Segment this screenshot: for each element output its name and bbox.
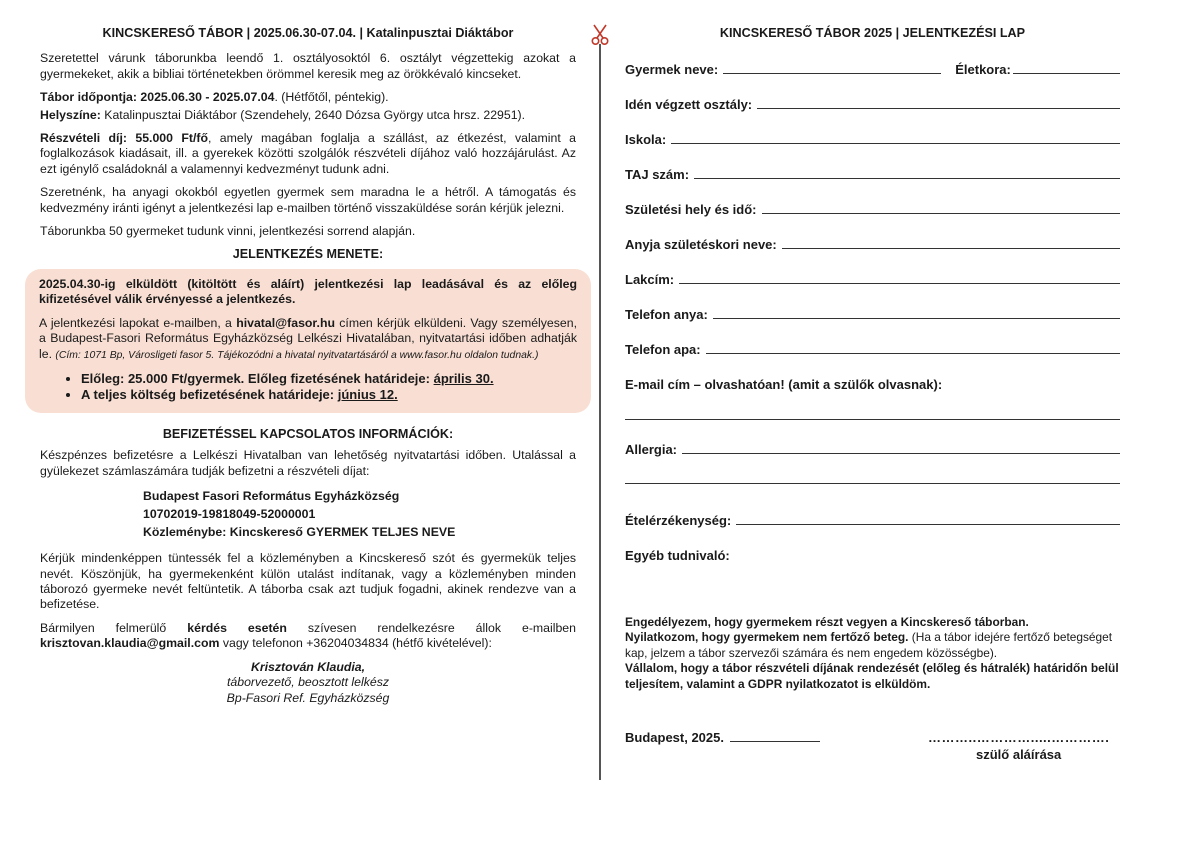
age-field[interactable] <box>1013 72 1120 74</box>
place-date: Budapest, 2025. <box>625 730 820 745</box>
form-title: KINCSKERESŐ TÁBOR 2025 | JELENTKEZÉSI LAP <box>719 26 1026 40</box>
signer-org: Bp-Fasori Ref. Egyházközség <box>226 690 390 705</box>
bank-details <box>40 487 576 541</box>
camp-date: Tábor időpontja: 2025.06.30 - 2025.07.04. (Hétfőtől, péntekig). <box>40 90 389 105</box>
bank-note: Közleménybe: Kincskereső GYERMEK TELJES NEVE <box>143 525 456 540</box>
phone-mother-field[interactable]: Telefon anya: <box>625 304 1120 322</box>
process-title: JELENTKEZÉS MENETE: <box>232 247 384 262</box>
birth-field[interactable]: Születési hely és idő: <box>625 199 1120 217</box>
age-label: Életkora: <box>955 62 1011 77</box>
food-sensitivity-field[interactable]: Ételérzékenység: <box>625 510 1120 528</box>
signer-name: Krisztován Klaudia, <box>250 659 366 674</box>
application-process-box <box>25 269 591 413</box>
signature-block <box>40 660 576 707</box>
child-name-field[interactable]: Gyermek neve: Életkora: <box>625 59 1120 77</box>
transfer-note: Kérjük mindenképpen tüntessék fel a közleményben a Kincskereső szót és gyermekük teljes nevét. Köszönjük, ha gyermekenként külön utalást indítanak, vagy a közleményben minden táborozó gyermeke nevét feltüntetik. A táborba csak azt tudjuk fogadni, akinek rendezve van a befizetése. <box>40 551 576 612</box>
list-item: • Előleg: 25.000 Ft/gyermek. Előleg fizetésének határideje: április 30. <box>81 371 577 387</box>
camp-title: KINCSKERESŐ TÁBOR | 2025.06.30-07.04. | Katalinpusztai Diáktábor <box>102 26 514 40</box>
deadline-list <box>39 371 577 403</box>
class-field[interactable]: Idén végzett osztály: <box>625 94 1120 112</box>
mother-name-field[interactable]: Anyja születéskori neve: <box>625 234 1120 252</box>
application-form <box>625 26 1120 770</box>
school-field[interactable]: Iskola: <box>625 129 1120 147</box>
contact-text: Bármilyen felmerülő kérdés esetén szívesen rendelkezésre állok e-mailben krisztovan.klaudia@gmail.com vagy telefonon +36204034834 (hétfő kivételével): <box>40 620 576 651</box>
other-info-label: Egyéb tudnivaló: <box>625 548 730 563</box>
allergy-extra-line[interactable] <box>625 482 1120 484</box>
payment-title: BEFIZETÉSSEL KAPCSOLATOS INFORMÁCIÓK: <box>162 426 454 441</box>
info-column <box>40 26 576 706</box>
office-email-link[interactable]: hivatal@fasor.hu <box>236 315 335 330</box>
scissors-icon <box>588 22 612 46</box>
capacity-text: Táborunkba 50 gyermeket tudunk vinni, jelentkezési sorrend alapján. <box>40 224 416 239</box>
allergy-field[interactable]: Allergia: <box>625 439 1120 457</box>
bank-account: 10702019-19818049-52000001 <box>143 507 316 522</box>
fee-text: Részvételi díj: 55.000 Ft/fő, amely magában foglalja a szállást, az étkezést, valamint a foglalkozások kiadásait, ill. a gyerekek közötti szolgálók részvételi díjához való hozzájárulást. Az ezt igénylő családoknál a valamennyi kedvezményt tudunk adni. <box>40 131 576 176</box>
payment-text: Készpénzes befizetésre a Lelkészi Hivatalban van lehetőség nyitvatartási időben. Utalással a gyülekezet számlaszámára tudják befizetni a részvételi díjat: <box>40 448 576 478</box>
bank-name: Budapest Fasori Református Egyházközség <box>143 489 400 504</box>
signature-row <box>625 730 1120 770</box>
email-field[interactable] <box>625 418 1120 420</box>
address-field[interactable]: Lakcím: <box>625 269 1120 287</box>
financial-support-text: Szeretnénk, ha anyagi okokból egyetlen gyermek sem maradna le a hétről. A támogatás és kedvezmény iránti igényt a jelentkezési lap e-mailben történő visszaküldése során kérjük jelezni. <box>40 185 576 215</box>
email-label: E-mail cím – olvashatóan! (amit a szülők olvasnak): <box>625 377 943 392</box>
phone-father-field[interactable]: Telefon apa: <box>625 339 1120 357</box>
date-field[interactable] <box>730 740 820 742</box>
consent-statement: Engedélyezem, hogy gyermekem részt vegyen a Kincskereső táborban. Nyilatkozom, hogy gyermekem nem fertőző beteg. (Ha a tábor idejére fertőző betegséget kap, jelzem a tábor szervezői számára és nem engedem közösségbe). Vállalom, hogy a tábor részvételi díjának rendezését (előleg és hátralék) határidőn belül teljesítem, valamint a GDPR nyilatkozatot is elküldöm. <box>625 615 1119 691</box>
contact-email-link[interactable]: krisztovan.klaudia@gmail.com <box>40 636 220 651</box>
process-intro: 2025.04.30-ig elküldött (kitöltött és aláírt) jelentkezési lap leadásával és az előleg kifizetésével válik érvényessé a jelentkezés. <box>39 276 577 307</box>
taj-field[interactable]: TAJ szám: <box>625 164 1120 182</box>
signer-role: táborvezető, beosztott lelkész <box>227 675 389 690</box>
camp-place: Helyszíne: Katalinpusztai Diáktábor (Szendehely, 2640 Dózsa György utca hrsz. 22951). <box>40 107 526 122</box>
parent-signature-line[interactable]: ………..………….....…………. <box>928 730 1110 746</box>
submission-text: A jelentkezési lapokat e-mailben, a hivatal@fasor.hu címen kérjük elküldeni. Vagy személyesen, a Budapest-Fasori Református Egyházközség Lelkészi Hivatalában, nyitvatartási időben adhatják le. (Cím: 1071 Bp, Városligeti fasor 5. Tájékozódni a hivatal nyitvatartásáról a www.fasor.hu oldalon tudnak.) <box>39 315 578 361</box>
parent-signature-label: szülő aláírása <box>976 747 1062 763</box>
cut-line <box>599 44 601 780</box>
list-item: • A teljes költség befizetésének határideje: június 12. <box>81 387 577 403</box>
intro-text: Szeretettel várunk táborunkba leendő 1. osztályosoktól 6. osztályt végzettekig azokat a gyermekeket, akik a bibliai történetekben örömmel keresik meg az örökkévaló kincseket. <box>40 51 576 81</box>
